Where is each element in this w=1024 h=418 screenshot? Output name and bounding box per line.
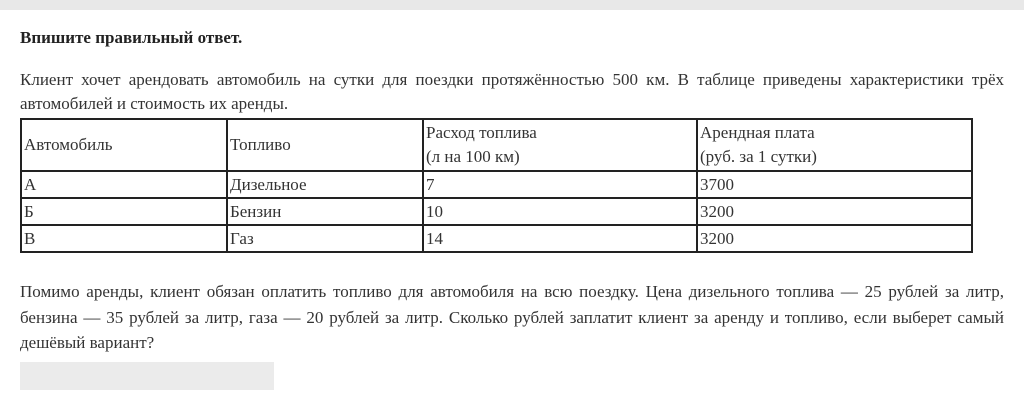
task-intro: Клиент хочет арендовать автомобиль на сутки для поездки протяжённостью 500 км. В таблице приведены характеристики трёх автомобилей и стоимость их аренды. — [20, 70, 1004, 113]
cell-consumption: 10 — [423, 198, 697, 225]
cell-consumption: 7 — [423, 171, 697, 198]
table-header-row — [21, 119, 972, 171]
answer-input[interactable] — [20, 362, 274, 390]
table-row — [21, 198, 972, 225]
header-car: Автомобиль — [21, 119, 227, 171]
cell-car: А — [21, 171, 227, 198]
top-bar — [0, 0, 1024, 10]
header-fuel: Топливо — [227, 119, 423, 171]
cell-rent: 3200 — [697, 198, 972, 225]
cell-fuel: Дизельное — [227, 171, 423, 198]
cell-rent: 3200 — [697, 225, 972, 252]
cell-car: Б — [21, 198, 227, 225]
header-consumption: Расход топлива (л на 100 км) — [423, 119, 697, 171]
task-question: Помимо аренды, клиент обязан оплатить топливо для автомобиля на всю поездку. Цена дизельного топлива — 25 рублей за литр, бензина — 35 рублей за литр, газа — 20 рублей за литр. Сколько рублей заплатит клиент за аренду и топливо, если выберет самый дешёвый вариант? — [20, 282, 1004, 352]
cell-car: В — [21, 225, 227, 252]
task-content — [20, 26, 1004, 356]
header-rent: Арендная плата (руб. за 1 сутки) — [697, 119, 972, 171]
task-instruction: Впишите правильный ответ. — [20, 28, 243, 47]
cell-rent: 3700 — [697, 171, 972, 198]
table-row — [21, 225, 972, 252]
table-row — [21, 171, 972, 198]
cell-fuel: Газ — [227, 225, 423, 252]
cell-consumption: 14 — [423, 225, 697, 252]
cell-fuel: Бензин — [227, 198, 423, 225]
cars-table — [20, 118, 973, 253]
